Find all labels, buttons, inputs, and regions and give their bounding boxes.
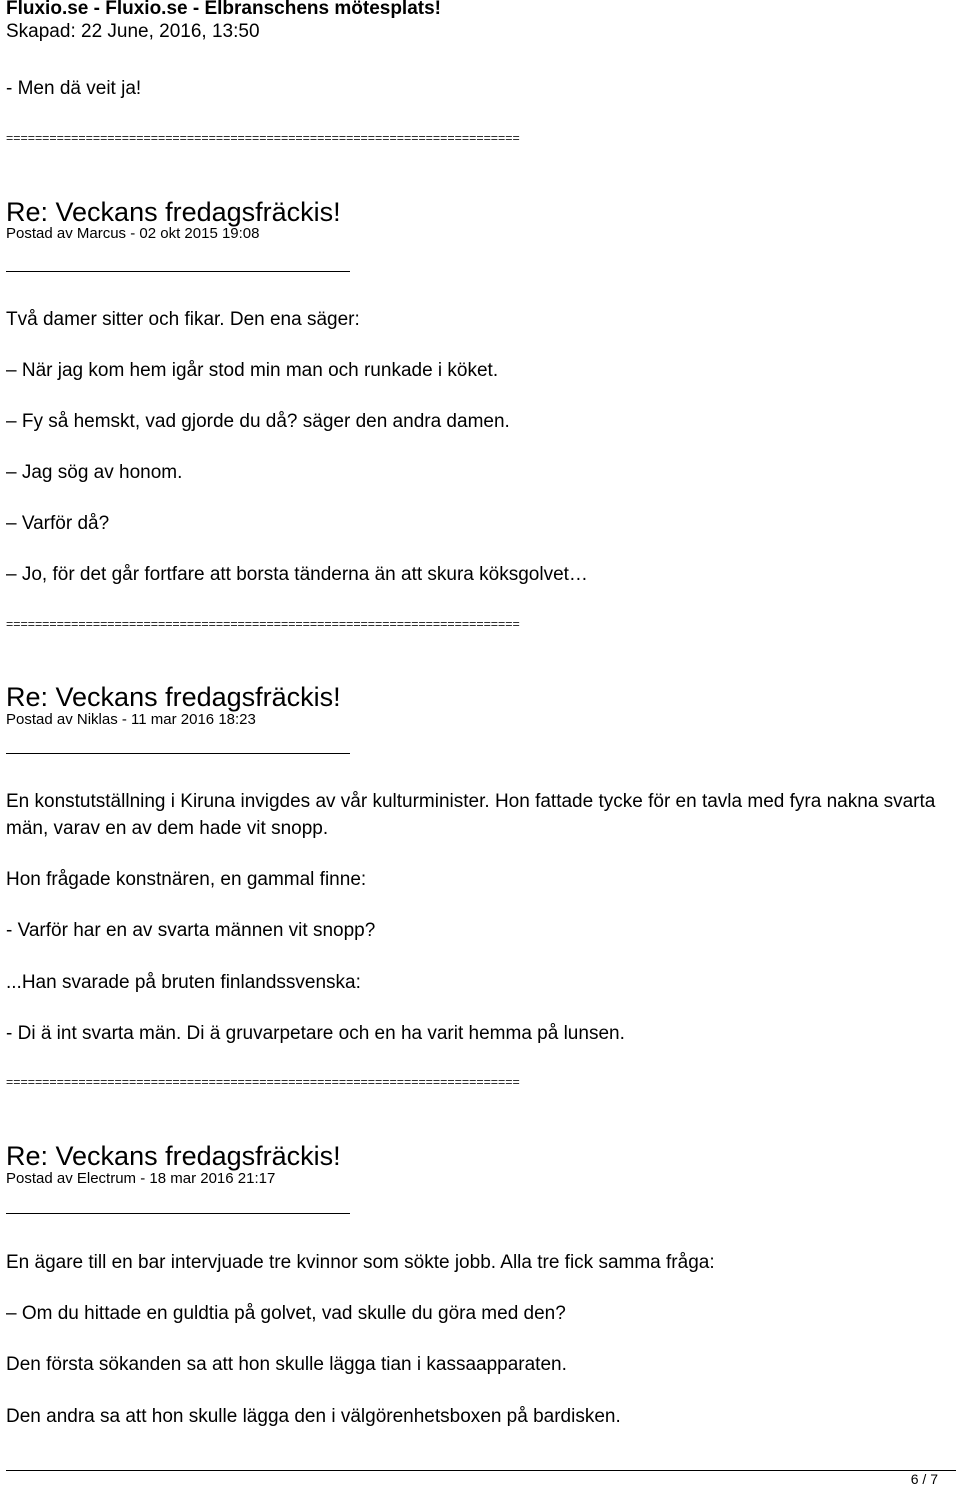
post-line: ...Han svarade på bruten finlandssvenska:	[6, 972, 361, 993]
post-title: Re: Veckans fredagsfräckis!	[6, 1141, 341, 1171]
document-title: Fluxio.se - Fluxio.se - Elbranschens mötesplats!	[6, 0, 441, 19]
post-meta: Postad av Niklas - 11 mar 2016 18:23	[6, 711, 256, 728]
post-meta: Postad av Electrum - 18 mar 2016 21:17	[6, 1170, 276, 1187]
post-title: Re: Veckans fredagsfräckis!	[6, 682, 341, 712]
post-line: Den första sökanden sa att hon skulle lägga tian i kassaapparaten.	[6, 1354, 567, 1375]
post-line: – Fy så hemskt, vad gjorde du då? säger den andra damen.	[6, 411, 510, 432]
post-line: - Di ä int svarta män. Di ä gruvarpetare och en ha varit hemma på lunsen.	[6, 1023, 625, 1044]
intro-line: - Men dä veit ja!	[6, 78, 142, 99]
post-line: Hon frågade konstnären, en gammal finne:	[6, 869, 367, 890]
post-divider	[6, 271, 350, 272]
post-line: Den andra sa att hon skulle lägga den i välgörenhetsboxen på bardisken.	[6, 1406, 621, 1427]
separator: =======================================================================	[6, 1075, 520, 1089]
separator: =======================================================================	[6, 617, 520, 631]
post-line: - Varför har en av svarta männen vit snopp?	[6, 920, 376, 941]
separator: =======================================================================	[6, 131, 520, 145]
post-line: – När jag kom hem igår stod min man och runkade i köket.	[6, 360, 499, 381]
post-line: En ägare till en bar intervjuade tre kvinnor som sökte jobb. Alla tre fick samma fråga:	[6, 1252, 715, 1273]
post-title: Re: Veckans fredagsfräckis!	[6, 197, 341, 227]
post-divider	[6, 1213, 350, 1214]
post-meta: Postad av Marcus - 02 okt 2015 19:08	[6, 225, 260, 242]
post-line: Två damer sitter och fikar. Den ena säger:	[6, 309, 360, 330]
post-line: – Jag sög av honom.	[6, 462, 183, 483]
created-date: Skapad: 22 June, 2016, 13:50	[6, 21, 260, 42]
post-line: – Om du hittade en guldtia på golvet, vad skulle du göra med den?	[6, 1303, 566, 1324]
post-paragraph: En konstutställning i Kiruna invigdes av vår kulturminister. Hon fattade tycke för en tavla med fyra nakna svarta män, varav en av dem hade vit snopp.	[6, 791, 936, 839]
page-number: 6 / 7	[910, 1471, 938, 1487]
post-line: – Varför då?	[6, 513, 110, 534]
post-line: – Jo, för det går fortfare att borsta tänderna än att skura köksgolvet…	[6, 564, 588, 585]
post-divider	[6, 753, 350, 754]
footer-rule	[6, 1470, 956, 1471]
